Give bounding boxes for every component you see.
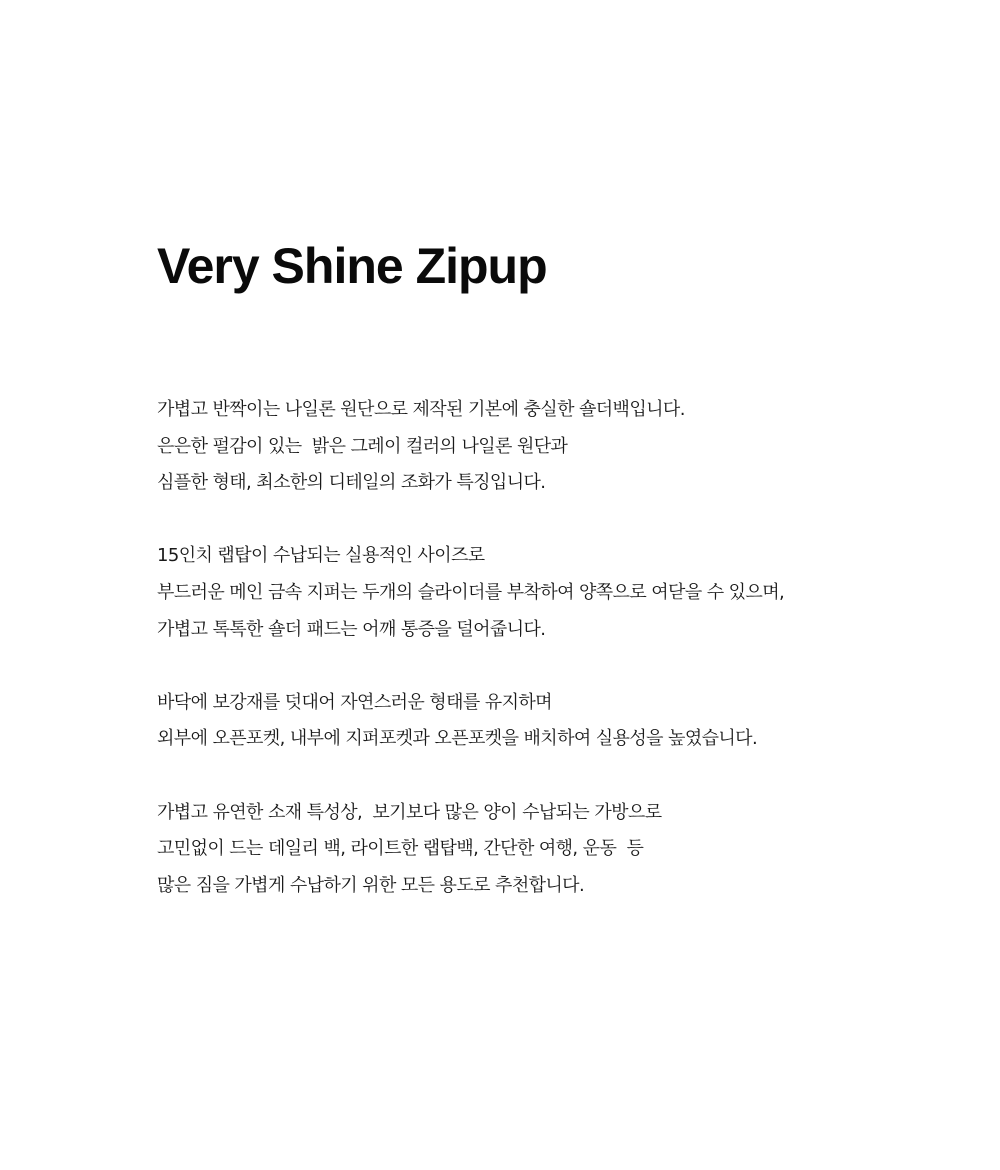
description-line: 가볍고 톡톡한 숄더 패드는 어깨 통증을 덜어줍니다. <box>157 618 546 640</box>
description-paragraph-1 <box>157 392 957 502</box>
description-paragraph-2 <box>157 538 957 648</box>
product-detail-page <box>157 0 957 1170</box>
description-line: 15인치 랩탑이 수납되는 실용적인 사이즈로 <box>157 545 485 567</box>
description-line: 많은 짐을 가볍게 수납하기 위한 모든 용도로 추천합니다. <box>157 874 585 896</box>
description-line: 심플한 형태, 최소한의 디테일의 조화가 특징입니다. <box>157 472 546 494</box>
description-line: 고민없이 드는 데일리 백, 라이트한 랩탑백, 간단한 여행, 운동 등 <box>157 838 644 860</box>
product-title: Very Shine Zipup <box>157 238 547 294</box>
description-line: 은은한 펄감이 있는 밝은 그레이 컬러의 나일론 원단과 <box>157 435 568 457</box>
description-line: 가볍고 반짝이는 나일론 원단으로 제작된 기본에 충실한 숄더백입니다. <box>157 399 685 420</box>
description-paragraph-3 <box>157 685 957 758</box>
description-line: 가볍고 유연한 소재 특성상, 보기보다 많은 양이 수납되는 가방으로 <box>157 801 662 823</box>
description-line: 바닥에 보강재를 덧대어 자연스러운 형태를 유지하며 <box>157 691 552 713</box>
description-line: 부드러운 메인 금속 지퍼는 두개의 슬라이더를 부착하여 양쪽으로 여닫을 수 있으며, <box>157 581 785 603</box>
description-paragraph-4 <box>157 795 957 905</box>
description-line: 외부에 오픈포켓, 내부에 지퍼포켓과 오픈포켓을 배치하여 실용성을 높였습니다. <box>157 728 758 750</box>
product-description <box>157 392 957 941</box>
